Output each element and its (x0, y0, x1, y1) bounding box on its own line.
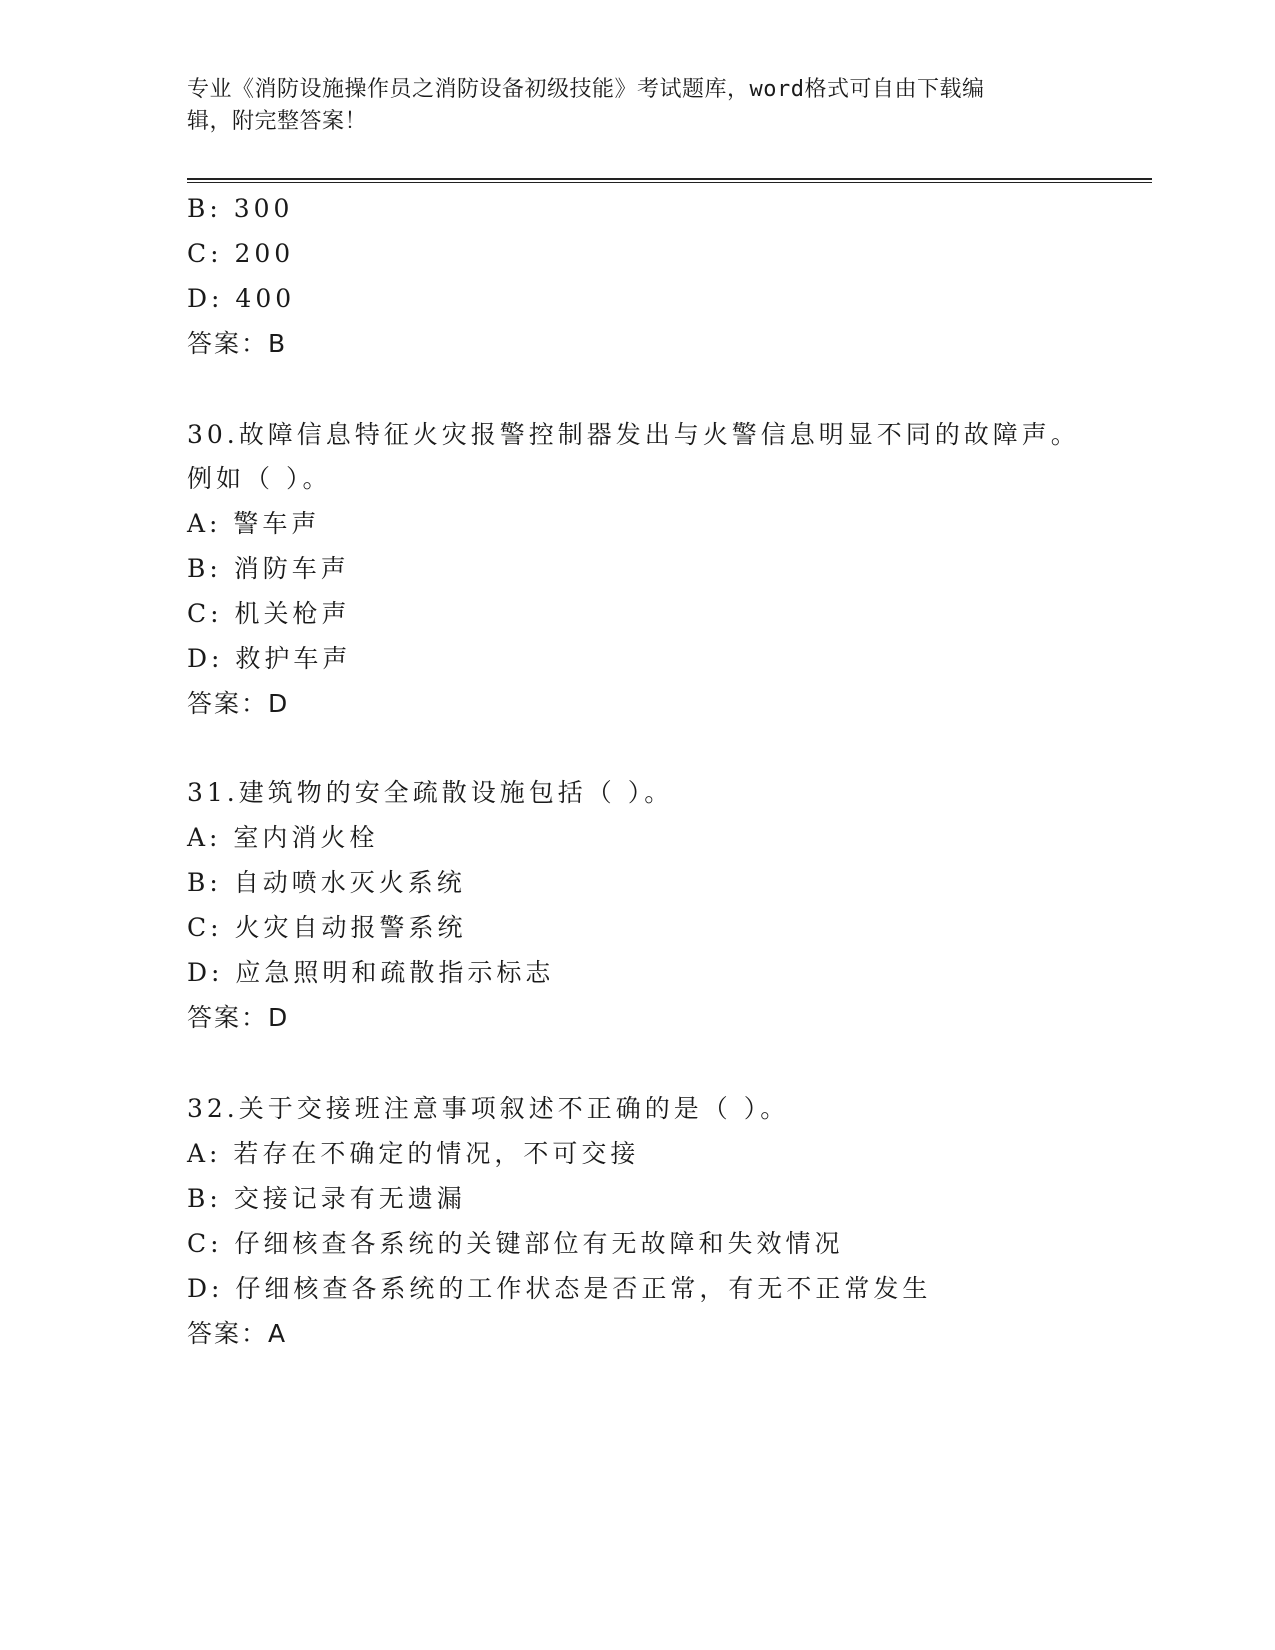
q32-option-d: D: 仔细核查各系统的工作状态是否正常，有无不正常发生 (187, 1274, 932, 1303)
q32-option-c: C: 仔细核查各系统的关键部位有无故障和失效情况 (187, 1229, 844, 1258)
header-divider-thin (187, 182, 1152, 183)
q30-stem-line-2: 例如（ ）。 (187, 464, 332, 493)
q29-answer: 答案：B (187, 329, 288, 358)
q29-option-b: B: 300 (187, 194, 294, 223)
q30-option-b: B: 消防车声 (187, 554, 350, 583)
q30-option-d: D: 救护车声 (187, 644, 352, 673)
q31-answer: 答案：D (187, 1003, 290, 1032)
q30-option-c: C: 机关枪声 (187, 599, 351, 628)
q32-option-a: A: 若存在不确定的情况，不可交接 (187, 1139, 640, 1168)
document-header (187, 74, 1067, 138)
q30-stem-line-1: 30.故障信息特征火灾报警控制器发出与火警信息明显不同的故障声。 (187, 420, 1080, 449)
q32-option-b: B: 交接记录有无遗漏 (187, 1184, 466, 1213)
q29-option-c: C: 200 (187, 239, 295, 268)
q29-option-d: D: 400 (187, 284, 296, 313)
q30-option-a: A: 警车声 (187, 509, 321, 538)
header-line-2: 辑，附完整答案！ (187, 109, 368, 134)
q31-option-b: B: 自动喷水灭火系统 (187, 868, 466, 897)
q31-option-a: A: 室内消火栓 (187, 823, 379, 852)
q31-option-c: C: 火灾自动报警系统 (187, 913, 467, 942)
q31-option-d: D: 应急照明和疏散指示标志 (187, 958, 555, 987)
q32-stem: 32.关于交接班注意事项叙述不正确的是（ ）。 (187, 1094, 790, 1123)
header-line-1: 专业《消防设施操作员之消防设备初级技能》考试题库，word格式可自由下载编 (187, 77, 985, 102)
header-divider-thick (187, 178, 1152, 180)
q31-stem: 31.建筑物的安全疏散设施包括（ ）。 (187, 778, 674, 807)
q30-answer: 答案：D (187, 689, 290, 718)
q32-answer: 答案：A (187, 1319, 288, 1348)
